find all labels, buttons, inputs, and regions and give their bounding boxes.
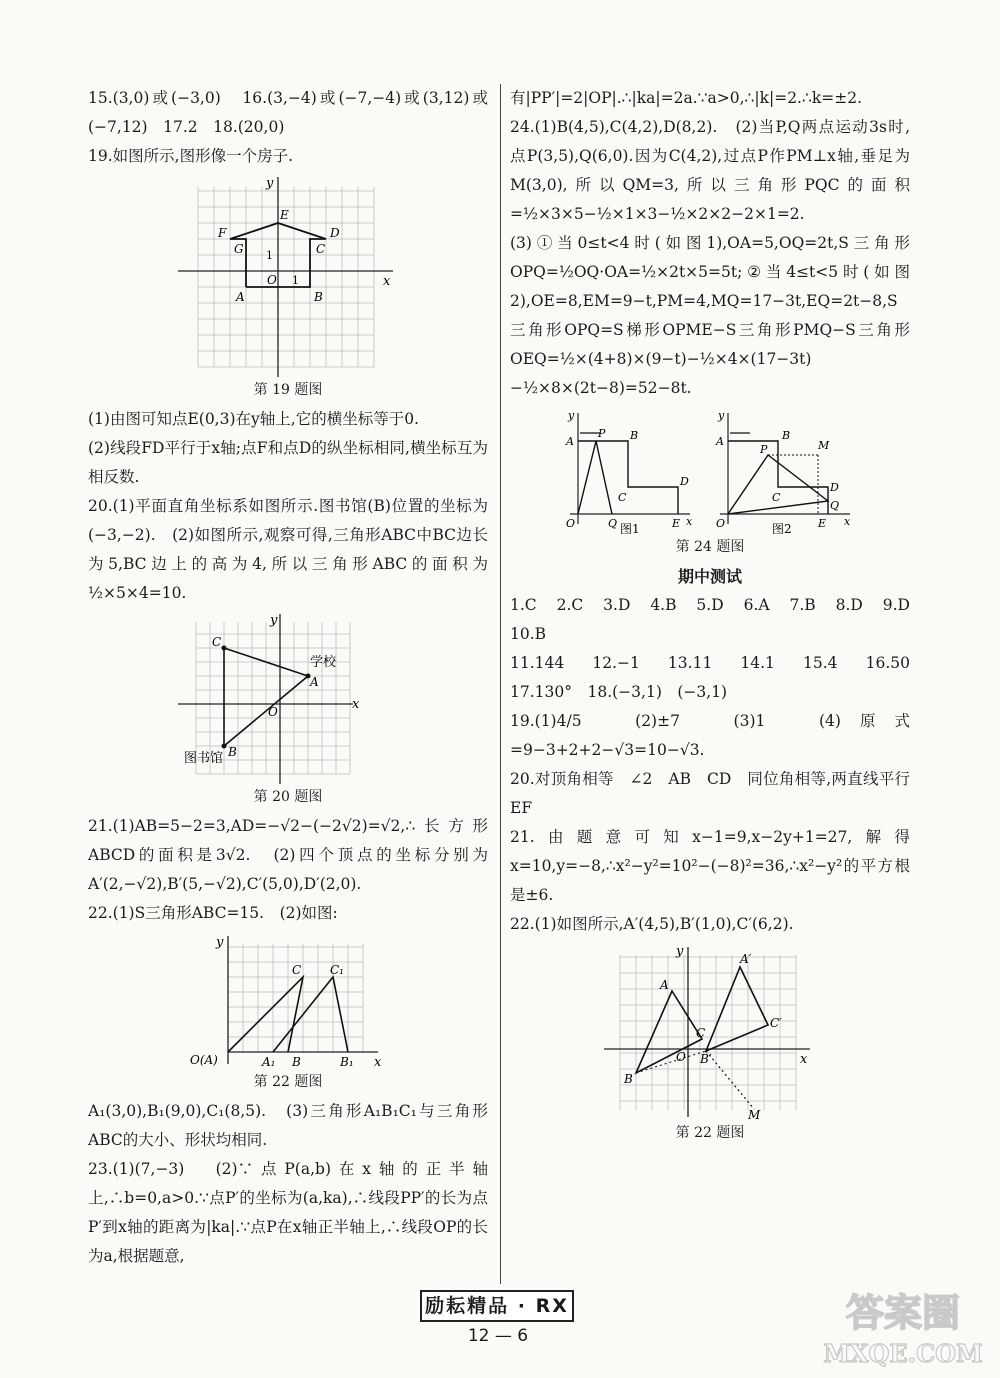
figure-24-caption: 第 24 题图 (675, 539, 745, 555)
svg-text:O: O (268, 705, 278, 719)
svg-text:D: D (680, 475, 689, 488)
svg-text:C: C (772, 491, 781, 504)
midterm-answer-20: 20.对顶角相等 ∠2 AB CD 同位角相等,两直线平行 EF (510, 770, 926, 817)
figure-22-triangles-graph (188, 934, 388, 1069)
midterm-answer-22: 22.(1)如图所示,A′(4,5),B′(1,0),C′(6,2). (510, 915, 794, 933)
svg-text:M: M (748, 1108, 761, 1120)
svg-text:B: B (292, 1055, 301, 1069)
svg-text:C: C (292, 963, 302, 977)
figure-24-sub2-caption: 图2 (772, 522, 792, 534)
answer-20: 20.(1)平面直角坐标系如图所示.图书馆(B)位置的坐标为(−3,−2). (2)如图所示,观察可得,三角形ABC中BC边长为5,BC边上的高为4,所以三角形ABC的面积为½×5×4=10. (88, 497, 488, 602)
figure-20-caption: 第 20 题图 (253, 789, 323, 805)
svg-text:A₁: A₁ (262, 1055, 276, 1069)
svg-text:E: E (280, 208, 289, 222)
svg-text:O: O (676, 1050, 686, 1064)
svg-text:x: x (686, 515, 693, 528)
svg-text:O: O (267, 273, 277, 287)
svg-text:O: O (566, 517, 576, 530)
answer-15-18: 15.(3,0)或(−3,0) 16.(3,−4)或(−7,−4)或(3,12)或(−7,12) 17.2 18.(20,0) (88, 89, 488, 136)
answer-23-cont: 有|PP′|=2|OP|.∴|ka|=2a.∵a>0,∴|k|=2.∴k=±2. (510, 89, 863, 107)
right-column (510, 84, 926, 1148)
column-divider (500, 84, 501, 1284)
figure-22b-transform-graph (600, 945, 820, 1120)
figure-22a-caption: 第 22 题图 (253, 1074, 323, 1090)
figure-19-house-graph (178, 177, 398, 377)
left-column (88, 84, 488, 1271)
svg-text:y: y (676, 945, 684, 959)
midterm-answers-11-18: 11.144 12.−1 13.11 14.1 15.4 16.50 17.130° 18.(−3,1) (−3,1) (510, 654, 926, 701)
svg-text:Q: Q (608, 517, 618, 530)
midterm-answer-21: 21.由题意可知x−1=9,x−2y+1=27,解得x=10,y=−8,∴x²−y²=10²−(−8)²=36,∴x²−y²的平方根是±6. (510, 828, 910, 904)
figure-20-map-graph (178, 614, 398, 784)
svg-text:y: y (718, 409, 725, 422)
answer-19-part1: (1)由图可知点E(0,3)在y轴上,它的横坐标等于0. (88, 410, 419, 428)
svg-text:O(A): O(A) (190, 1053, 218, 1067)
answer-21: 21.(1)AB=5−2=3,AD=−√2−(−2√2)=√2,∴长方形ABCD的面积是3√2. (2)四个顶点的坐标分别为A′(2,−√2),B′(5,−√2),C′(5,0),D′(2,0). (88, 817, 488, 893)
svg-text:C₁: C₁ (330, 963, 344, 977)
svg-text:x: x (374, 1055, 382, 1069)
svg-text:1: 1 (292, 274, 299, 287)
svg-text:E: E (818, 517, 827, 530)
label-school: 学校 (310, 655, 337, 670)
footer-brand-badge: 励耘精品 · RX (420, 1290, 574, 1322)
svg-text:A: A (716, 435, 724, 448)
svg-text:A: A (236, 290, 245, 304)
svg-text:x: x (800, 1052, 808, 1067)
svg-text:C: C (618, 491, 627, 504)
svg-text:A′: A′ (740, 952, 752, 966)
midterm-answer-19: 19.(1)4/5 (2)±7 (3)1 (4)原式=9−3+2+2−√3=10−√3. (510, 712, 910, 759)
figure-24-sub1-caption: 图1 (620, 522, 640, 534)
svg-text:y: y (266, 177, 274, 191)
answer-24-part1-2: 24.(1)B(4,5),C(4,2),D(8,2). (2)当P,Q两点运动3s时,点P(3,5),Q(6,0).因为C(4,2),过点P作PM⊥x轴,垂足为M(3,0),所以QM=3,所以三角形PQC的面积=½×3×5−½×1×3−½×2×2−2×1=2. (510, 118, 910, 223)
svg-text:D: D (330, 226, 340, 240)
svg-text:B′: B′ (700, 1052, 712, 1066)
svg-text:y: y (568, 409, 575, 422)
svg-text:D: D (830, 481, 839, 494)
answer-22: 22.(1)S三角形ABC=15. (2)如图: (88, 904, 338, 922)
svg-text:P: P (598, 427, 606, 440)
svg-text:A: A (566, 435, 574, 448)
page-number: 12 — 6 (467, 1326, 529, 1346)
svg-text:G: G (234, 242, 244, 256)
answer-22-part3: A₁(3,0),B₁(9,0),C₁(8,5). (3)三角形A₁B₁C₁与三角形ABC的大小、形状均相同. (88, 1102, 488, 1149)
svg-text:x: x (352, 697, 360, 712)
section-heading-midterm: 期中测试 (677, 567, 742, 586)
svg-text:F: F (218, 226, 227, 240)
svg-text:x: x (844, 515, 851, 528)
svg-text:B₁: B₁ (340, 1055, 354, 1069)
svg-text:C: C (316, 242, 326, 256)
svg-text:B: B (228, 745, 237, 759)
svg-text:O: O (716, 517, 726, 530)
figure-24-graphs (560, 409, 860, 534)
answer-24-part3: (3)①当0≤t<4时(如图1),OA=5,OQ=2t,S三角形OPQ=½OQ·OA=½×2t×5=5t;②当4≤t<5时(如图2),OE=8,EM=9−t,PM=4,MQ=17−3t,EQ=2t−8,S三角形OPQ=S梯形OPME−S三角形PMQ−S三角形OEQ=½×(4+8)×(9−t)−½×4×(17−3t)−½×8×(2t−8)=52−8t. (510, 234, 910, 397)
svg-text:B: B (314, 290, 323, 304)
svg-text:A: A (660, 978, 669, 992)
answer-19-part2: (2)线段FD平行于x轴;点F和点D的纵坐标相同,横坐标互为相反数. (88, 439, 488, 486)
midterm-answers-1-10: 1.C 2.C 3.D 4.B 5.D 6.A 7.B 8.D 9.D 10.B (510, 596, 926, 643)
svg-text:B: B (782, 429, 791, 442)
svg-text:M: M (818, 439, 830, 452)
watermark-bottom-text: MXQE.COM (823, 1339, 983, 1368)
svg-text:P: P (760, 443, 768, 456)
watermark-top-text: 答案圈 (845, 1290, 961, 1335)
svg-text:E: E (672, 517, 681, 530)
svg-text:A: A (310, 675, 319, 689)
watermark-logo-icon (818, 1282, 988, 1372)
svg-text:C: C (212, 635, 222, 649)
svg-text:C: C (696, 1026, 706, 1040)
svg-text:Q: Q (830, 499, 840, 512)
answer-23: 23.(1)(7,−3) (2)∵点P(a,b)在x轴的正半轴上,∴b=0,a>0.∵点P′的坐标为(a,ka),∴线段PP′的长为点P′到x轴的距离为|ka|.∵点P在x轴正半轴上,∴线段OP的长为a,根据题意, (88, 1160, 488, 1265)
svg-text:y: y (216, 935, 224, 950)
answer-19: 19.如图所示,图形像一个房子. (88, 147, 294, 165)
figure-19-caption: 第 19 题图 (253, 382, 323, 398)
svg-text:1: 1 (266, 249, 273, 262)
svg-text:B: B (630, 429, 639, 442)
svg-text:C′: C′ (770, 1016, 782, 1030)
svg-text:y: y (270, 614, 278, 628)
label-library: 图书馆 (184, 751, 224, 766)
figure-22b-caption: 第 22 题图 (675, 1125, 745, 1141)
svg-text:x: x (383, 274, 391, 289)
svg-text:B: B (624, 1072, 633, 1086)
